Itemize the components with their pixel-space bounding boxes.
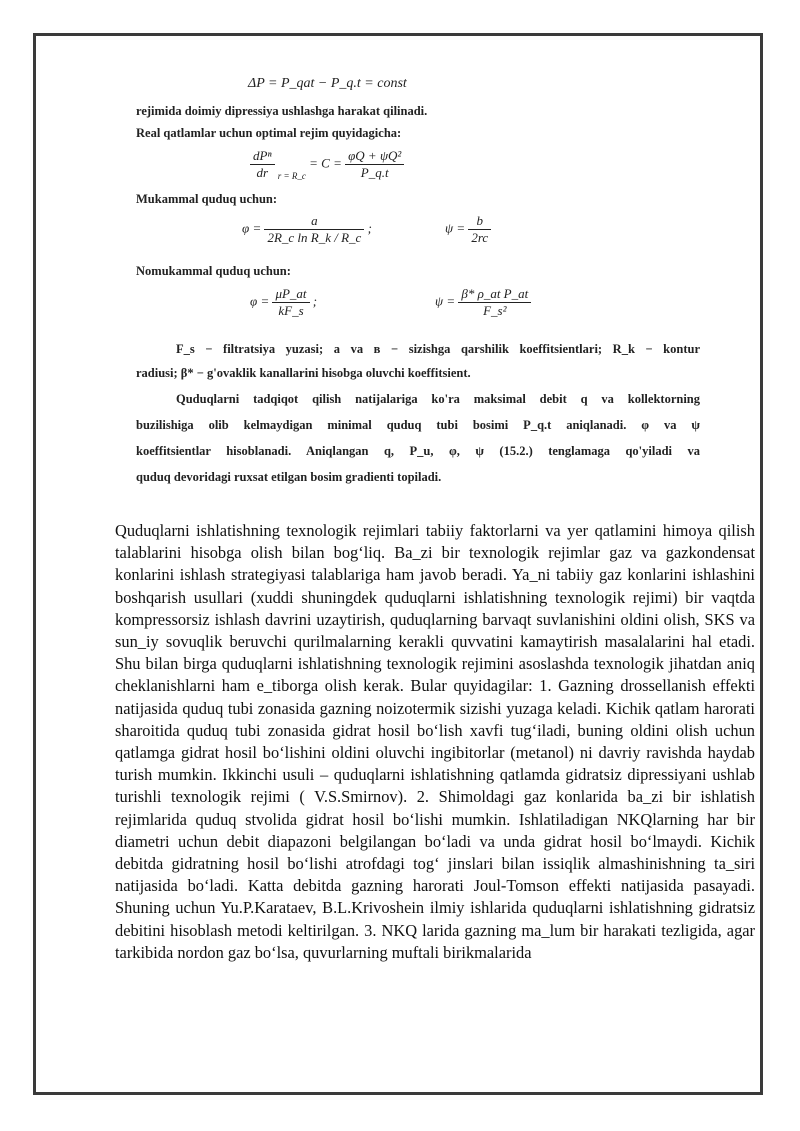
body-paragraph: Quduqlarni ishlatishning texnologik rejimlari tabiiy faktorlarni va yer qatlamini himoya qilish talablarini hisobga olish bilan bog‘liq. Ba_zi bir texnologik rejimlar gaz va gazkondensat konlarini ishlash strategiyasi talablariga ham javob beradi. Ya_ni tabiiy gaz konlarini ishlashini boshqarish usullari (xuddi shuningdek quduqlarni ishlatishning texnologik rejimi) bir vaqtda kompressorsiz ishlash davrini uzaytirish, quduqlarning barvaqt suvlanishini oldini olish, SKS va sun_iy sovuqlik beruvchi qurilmalarning kerakli quvvatini kamaytirish masalalarini hal etadi. Shu bilan birga quduqlarni ishlatishning texnologik rejimini asoslashda texnologik jihatdan aniq cheklanishlarni ham e_tiborga olish kerak. Bular quyidagilar: 1. Gazning drossellanish effekti natijasida quduq tubi zonasida gazning noizotermik sizishi yuzaga keladi. Kichik qatlam harorati sharoitida quduq tubi zonasida gidrat hosil bo‘lish xavfi tug‘iladi, buning oldini olish uchun qatlamga gidrat hosil bo‘lishini oldini oluvchi ingibitorlar (metanol) ni davriy ravishda haydab turish mumkin. Ikkinchi usuli – quduqlarni ishlatishning qatlamda gidratsiz dipressiyani ushlab turishli texnologik rejimi ( V.S.Smirnov). 2. Shimoldagi gaz konlarida ba_zi bir ishlatish rejimlarida quduq stvolida gidrat hosil bo‘lishi mumkin. Ishlatiladigan NKQlarning har bir diametri uchun debit diapazoni belgilangan bo‘ladi va unda gidrat hosil bo‘lmaydi. Kichik debitda gidratning hosil bo‘lishi atrofdagi tog‘ jinslari bilan issiqlik almashinishning ta_siri natijasida bo‘ladi. Katta debitda gazning harorati Joul-Tomson effekti natijasida pasayadi. Shuning uchun Yu.P.Karataev, B.L.Krivoshein ilmiy ishlarida quduqlarni ishlatishning gidratsiz debitini hisoblash metodi keltirilgan. 3. NKQ larida gazning ma_lum bir harakati tezligida, agar tarkibida nordon gaz bo‘lsa, quvurlarning muftali birikmalarida (115, 521, 755, 962)
scan-para-2a: Quduqlarni tadqiqot qilish natijalariga ko'ra maksimal debit q va kollektorning (176, 392, 700, 406)
scan-para-2b: buzilishiga olib kelmaydigan minimal quduq tubi bosimi P_q.t aniqlanadi. φ va ψ (136, 418, 700, 432)
equation-delta-p: ΔP = P_qat − P_q.t = const (248, 76, 407, 91)
scan-line-4: Nomukammal quduq uchun: (136, 264, 291, 278)
scan-para-2c: koeffitsientlar hisoblanadi. Aniqlangan q, P_u, φ, ψ (15.2.) tenglamaga qo'yiladi va (136, 444, 700, 458)
equation-phi-imperfect: φ = $\frac{\mu P\_at}{kF\_s}$ ; (250, 286, 318, 318)
equation-psi-imperfect: ψ = $\frac{\text{β* ρ\_at P\_at}}{\text{F\_s²}}$ (435, 286, 531, 319)
scan-line-1: rejimida doimiy dipressiya ushlashga harakat qilinadi. (136, 104, 428, 118)
scan-line-3: Mukammal quduq uchun: (136, 192, 278, 206)
subscript-r-rc: r = R_c (277, 171, 306, 181)
scan-line-2: Real qatlamlar uchun optimal rejim quyidagicha: (136, 126, 402, 140)
scan-para-1b: radiusi; β* − g'ovaklik kanallarini hisobga oluvchi koeffitsient. (136, 366, 471, 380)
equation-real-regime (250, 148, 404, 181)
scan-para-2d: quduq devoridagi ruxsat etilgan bosim gradienti topiladi. (136, 470, 442, 484)
scan-para-1a: F_s − filtratsiya yuzasi; a va в − sizishga qarshilik koeffitsientlari; R_k − kontur (176, 342, 700, 356)
fraction-phi-q: $\frac{\text{φQ + ψQ²}}{P\_q.t}$ (345, 148, 404, 181)
scanned-formula-image (100, 58, 720, 508)
equals-c: = C = (309, 155, 342, 171)
equation-psi-perfect: ψ = $\frac{b}{2rc}$ (445, 213, 491, 246)
equation-phi-perfect: φ = $\frac{a}{\text{2R\_c ln R\_k / R\_c}}$ ; (242, 213, 372, 245)
fraction-dp-dr: $\frac{\text{dPⁿ}}{dr}$ (250, 148, 275, 181)
